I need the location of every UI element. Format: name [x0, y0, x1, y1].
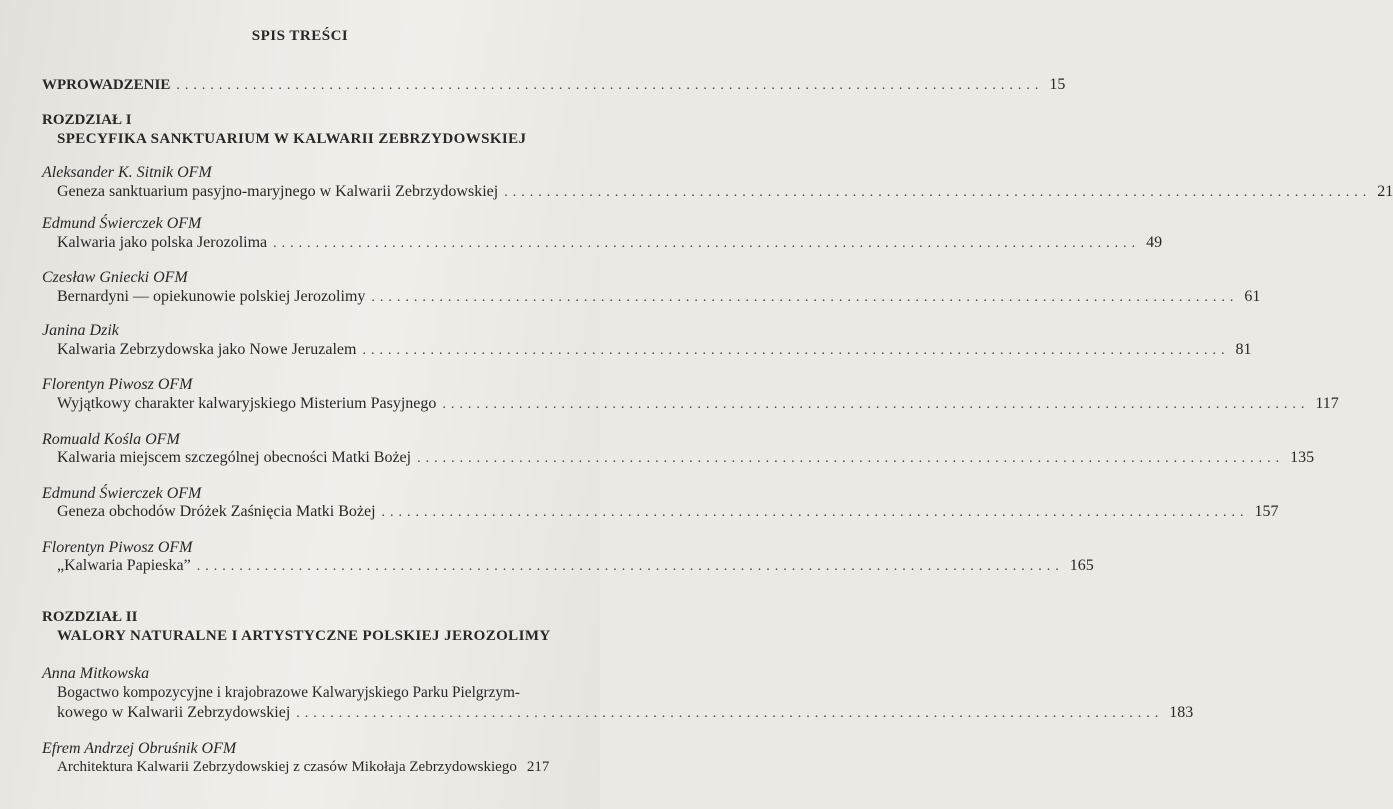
- toc-page-number: 217: [526, 759, 550, 775]
- toc-page-number: 49: [1146, 234, 1163, 251]
- toc-author: Florentyn Piwosz OFM: [42, 376, 193, 393]
- toc-entry-title: Geneza obchodów Dróżek Zaśnięcia Matki Bożej: [57, 503, 376, 520]
- chapter-title: WALORY NATURALNE I ARTYSTYCZNE POLSKIEJ JEROZOLIMY: [57, 628, 551, 644]
- toc-entry-intro[interactable]: [42, 76, 1066, 94]
- toc-author: Romuald Kośla OFM: [42, 431, 180, 448]
- toc-entry[interactable]: [57, 704, 1194, 722]
- toc-entry-title: Bernardyni — opiekunowie polskiej Jerozolimy: [57, 288, 366, 305]
- toc-page-number: 135: [1290, 449, 1315, 466]
- toc-page-number: 21: [1377, 183, 1393, 200]
- toc-author: Anna Mitkowska: [42, 665, 150, 682]
- toc-entry-title-line2: kowego w Kalwarii Zebrzydowskiej: [57, 704, 291, 721]
- chapter-number: ROZDZIAŁ I: [42, 112, 132, 128]
- toc-entry-title: Architektura Kalwarii Zebrzydowskiej z czasów Mikołaja Zebrzydowskiego: [57, 759, 517, 775]
- toc-author: Aleksander K. Sitnik OFM: [42, 164, 212, 181]
- toc-page-number: 15: [1049, 76, 1066, 93]
- leader-dots: ......................................................................................................: [296, 706, 1164, 721]
- toc-entry[interactable]: [57, 759, 550, 776]
- toc-entry-title: Kalwaria miejscem szczególnej obecności Matki Bożej: [57, 449, 412, 466]
- chapter-number: ROZDZIAŁ II: [42, 609, 138, 625]
- toc-entry-title: Geneza sanktuarium pasyjno-maryjnego w Kalwarii Zebrzydowskiej: [57, 183, 499, 200]
- toc-entry-title: Wyjątkowy charakter kalwaryjskiego Misterium Pasyjnego: [57, 395, 437, 412]
- toc-entry[interactable]: [57, 341, 1252, 359]
- toc-entry-title: Kalwaria Zebrzydowska jako Nowe Jeruzalem: [57, 341, 357, 358]
- toc-page-number: 117: [1315, 395, 1339, 412]
- leader-dots: ......................................................................................................: [176, 78, 1044, 93]
- toc-author: Janina Dzik: [42, 322, 119, 339]
- toc-author: Efrem Andrzej Obruśnik OFM: [42, 740, 237, 757]
- toc-entry[interactable]: [57, 234, 1163, 252]
- toc-entry[interactable]: [57, 288, 1261, 306]
- toc-page-number: 81: [1235, 341, 1252, 358]
- toc-entry[interactable]: [57, 395, 1339, 413]
- toc-author: Florentyn Piwosz OFM: [42, 539, 193, 556]
- toc-entry[interactable]: [57, 183, 1393, 201]
- toc-page-number: 157: [1254, 503, 1279, 520]
- leader-dots: ......................................................................................................: [504, 185, 1372, 200]
- toc-entry[interactable]: [57, 449, 1315, 467]
- chapter-title: SPECYFIKA SANKTUARIUM W KALWARII ZEBRZYDOWSKIEJ: [57, 131, 527, 147]
- leader-dots: ......................................................................................................: [371, 290, 1239, 305]
- toc-entry[interactable]: [57, 557, 1094, 575]
- toc-entry-title: Kalwaria jako polska Jerozolima: [57, 234, 268, 251]
- toc-entry-title-line1: Bogactwo kompozycyjne i krajobrazowe Kalwaryjskiego Parku Pielgrzym-: [57, 684, 521, 701]
- leader-dots: ......................................................................................................: [442, 397, 1310, 412]
- toc-entry[interactable]: [57, 503, 1279, 521]
- toc-page-number: 165: [1069, 557, 1094, 574]
- toc-entry-title: „Kalwaria Papieska”: [57, 557, 191, 574]
- toc-author: Edmund Świerczek OFM: [42, 485, 202, 502]
- leader-dots: ......................................................................................................: [273, 236, 1141, 251]
- toc-page-number: 183: [1169, 704, 1194, 721]
- toc-author: Czesław Gniecki OFM: [42, 269, 188, 286]
- page-title: SPIS TREŚCI: [251, 28, 349, 44]
- toc-author: Edmund Świerczek OFM: [42, 215, 202, 232]
- leader-dots: ......................................................................................................: [417, 451, 1285, 466]
- toc-page-number: 61: [1244, 288, 1261, 305]
- leader-dots: ......................................................................................................: [362, 343, 1230, 358]
- toc-entry-title: WPROWADZENIE: [42, 77, 171, 93]
- leader-dots: ......................................................................................................: [381, 505, 1249, 520]
- leader-dots: ......................................................................................................: [196, 559, 1064, 574]
